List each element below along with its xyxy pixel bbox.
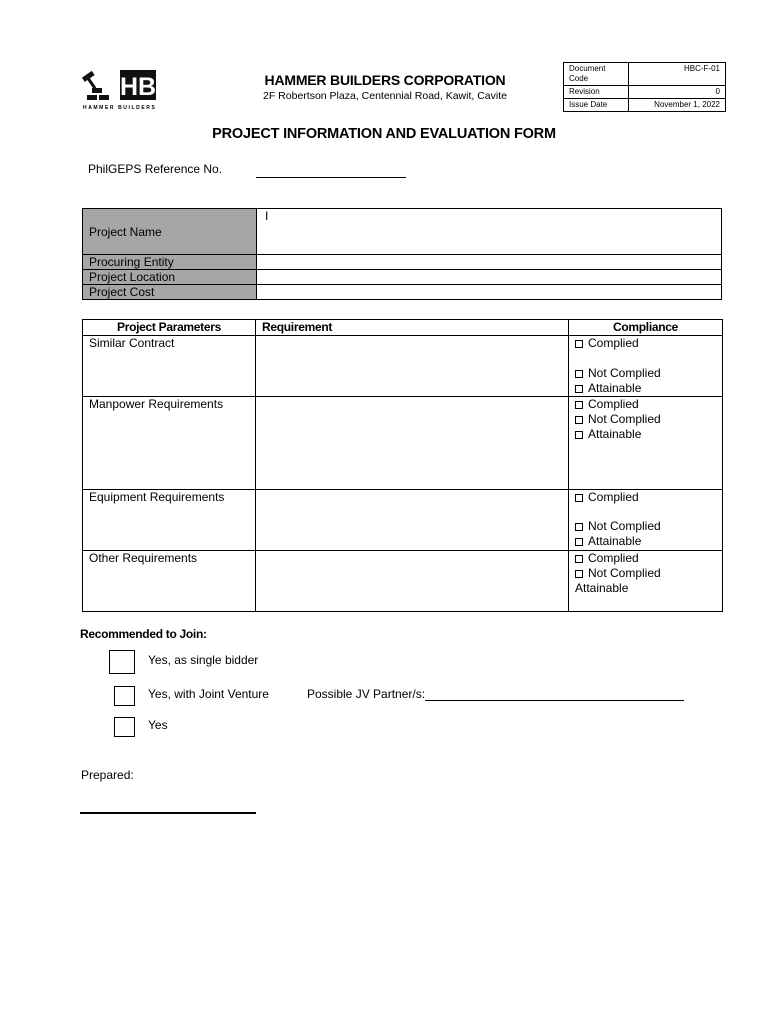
option-label: Attainable — [588, 381, 642, 395]
requirement-cell[interactable] — [256, 336, 569, 397]
attainable-option[interactable] — [575, 427, 716, 442]
not-complied-option[interactable] — [575, 566, 716, 581]
issue-date-value: November 1, 2022 — [629, 99, 726, 112]
attainable-option[interactable] — [575, 534, 716, 549]
complied-option[interactable] — [575, 336, 716, 351]
revision-label: Revision — [564, 86, 629, 99]
compliance-cell — [569, 490, 723, 551]
project-name-value: I — [265, 209, 269, 223]
project-location-label: Project Location — [83, 270, 257, 285]
single-bidder-checkbox[interactable] — [109, 650, 135, 674]
complied-option[interactable] — [575, 397, 716, 412]
option-label: Complied — [588, 397, 639, 411]
attainable-option[interactable] — [575, 381, 716, 396]
option-label: Not Complied — [588, 412, 661, 426]
complied-option[interactable] — [575, 551, 716, 566]
parameter-name: Other Requirements — [83, 551, 256, 612]
project-location-field[interactable] — [257, 270, 722, 285]
procuring-entity-label: Procuring Entity — [83, 255, 257, 270]
requirement-cell[interactable] — [256, 490, 569, 551]
checkbox-icon[interactable] — [575, 523, 583, 531]
header-compliance: Compliance — [569, 320, 723, 336]
option-label: Attainable — [588, 427, 642, 441]
parameters-table — [82, 319, 723, 612]
parameters-header-row — [83, 320, 723, 336]
company-name: HAMMER BUILDERS CORPORATION — [264, 72, 506, 88]
checkbox-icon[interactable] — [575, 416, 583, 424]
logo-letters: HB — [119, 73, 157, 101]
table-row — [83, 397, 723, 490]
form-title: PROJECT INFORMATION AND EVALUATION FORM — [212, 126, 556, 142]
revision-value: 0 — [629, 86, 726, 99]
project-location-row — [83, 270, 722, 285]
recommended-label: Recommended to Join: — [80, 627, 207, 641]
prepared-signature-line[interactable] — [80, 812, 256, 814]
checkbox-icon[interactable] — [575, 538, 583, 546]
issue-date-row — [564, 99, 726, 112]
doc-code-label: Document Code — [564, 63, 629, 86]
checkbox-icon[interactable] — [575, 570, 583, 578]
not-complied-option[interactable] — [575, 519, 716, 534]
project-name-row — [83, 209, 722, 255]
checkbox-icon[interactable] — [575, 494, 583, 502]
compliance-cell — [569, 397, 723, 490]
yes-label: Yes — [148, 718, 168, 732]
checkbox-icon[interactable] — [575, 340, 583, 348]
project-cost-label: Project Cost — [83, 285, 257, 300]
checkbox-icon[interactable] — [575, 555, 583, 563]
header-requirement: Requirement — [256, 320, 569, 336]
option-label: Not Complied — [588, 566, 661, 580]
table-row — [83, 551, 723, 612]
not-complied-option[interactable] — [575, 412, 716, 427]
single-bidder-label: Yes, as single bidder — [148, 653, 259, 667]
table-row — [83, 336, 723, 397]
compliance-cell — [569, 336, 723, 397]
option-label: Not Complied — [588, 519, 661, 533]
project-name-label: Project Name — [83, 209, 257, 255]
checkbox-icon[interactable] — [575, 385, 583, 393]
revision-row — [564, 86, 726, 99]
doc-code-value: HBC-F-01 — [629, 63, 726, 86]
jv-partner-input-line[interactable] — [425, 700, 684, 701]
company-address: 2F Robertson Plaza, Centennial Road, Kawit, Cavite — [263, 90, 507, 102]
checkbox-icon[interactable] — [575, 431, 583, 439]
option-label: Complied — [588, 551, 639, 565]
joint-venture-checkbox[interactable] — [114, 686, 135, 706]
parameter-name: Manpower Requirements — [83, 397, 256, 490]
doc-code-row — [564, 63, 726, 86]
checkbox-icon[interactable] — [575, 401, 583, 409]
philgeps-input-line[interactable] — [256, 177, 406, 178]
parameter-name: Equipment Requirements — [83, 490, 256, 551]
project-cost-row — [83, 285, 722, 300]
logo-caption: HAMMER BUILDERS — [83, 105, 157, 111]
checkbox-icon[interactable] — [575, 370, 583, 378]
option-label: Complied — [588, 490, 639, 504]
procuring-entity-field[interactable] — [257, 255, 722, 270]
option-label: Attainable — [575, 581, 629, 595]
hammer-logo-icon — [80, 68, 160, 106]
document-control-table — [563, 62, 726, 112]
complied-option[interactable] — [575, 490, 716, 505]
option-label: Attainable — [588, 534, 642, 548]
philgeps-label: PhilGEPS Reference No. — [88, 162, 223, 176]
issue-date-label: Issue Date — [564, 99, 629, 112]
table-row — [83, 490, 723, 551]
requirement-cell[interactable] — [256, 397, 569, 490]
procuring-entity-row — [83, 255, 722, 270]
project-cost-field[interactable] — [257, 285, 722, 300]
company-logo — [80, 68, 160, 112]
yes-checkbox[interactable] — [114, 717, 135, 737]
option-label: Not Complied — [588, 366, 661, 380]
compliance-cell — [569, 551, 723, 612]
option-label: Complied — [588, 336, 639, 350]
project-info-table — [82, 208, 722, 300]
attainable-option — [575, 581, 716, 596]
project-name-field[interactable] — [257, 209, 722, 255]
not-complied-option[interactable] — [575, 366, 716, 381]
parameter-name: Similar Contract — [83, 336, 256, 397]
header-parameters: Project Parameters — [83, 320, 256, 336]
jv-partner-label: Possible JV Partner/s: — [307, 687, 426, 701]
joint-venture-label: Yes, with Joint Venture — [148, 687, 269, 701]
prepared-label: Prepared: — [81, 768, 134, 782]
requirement-cell[interactable] — [256, 551, 569, 612]
